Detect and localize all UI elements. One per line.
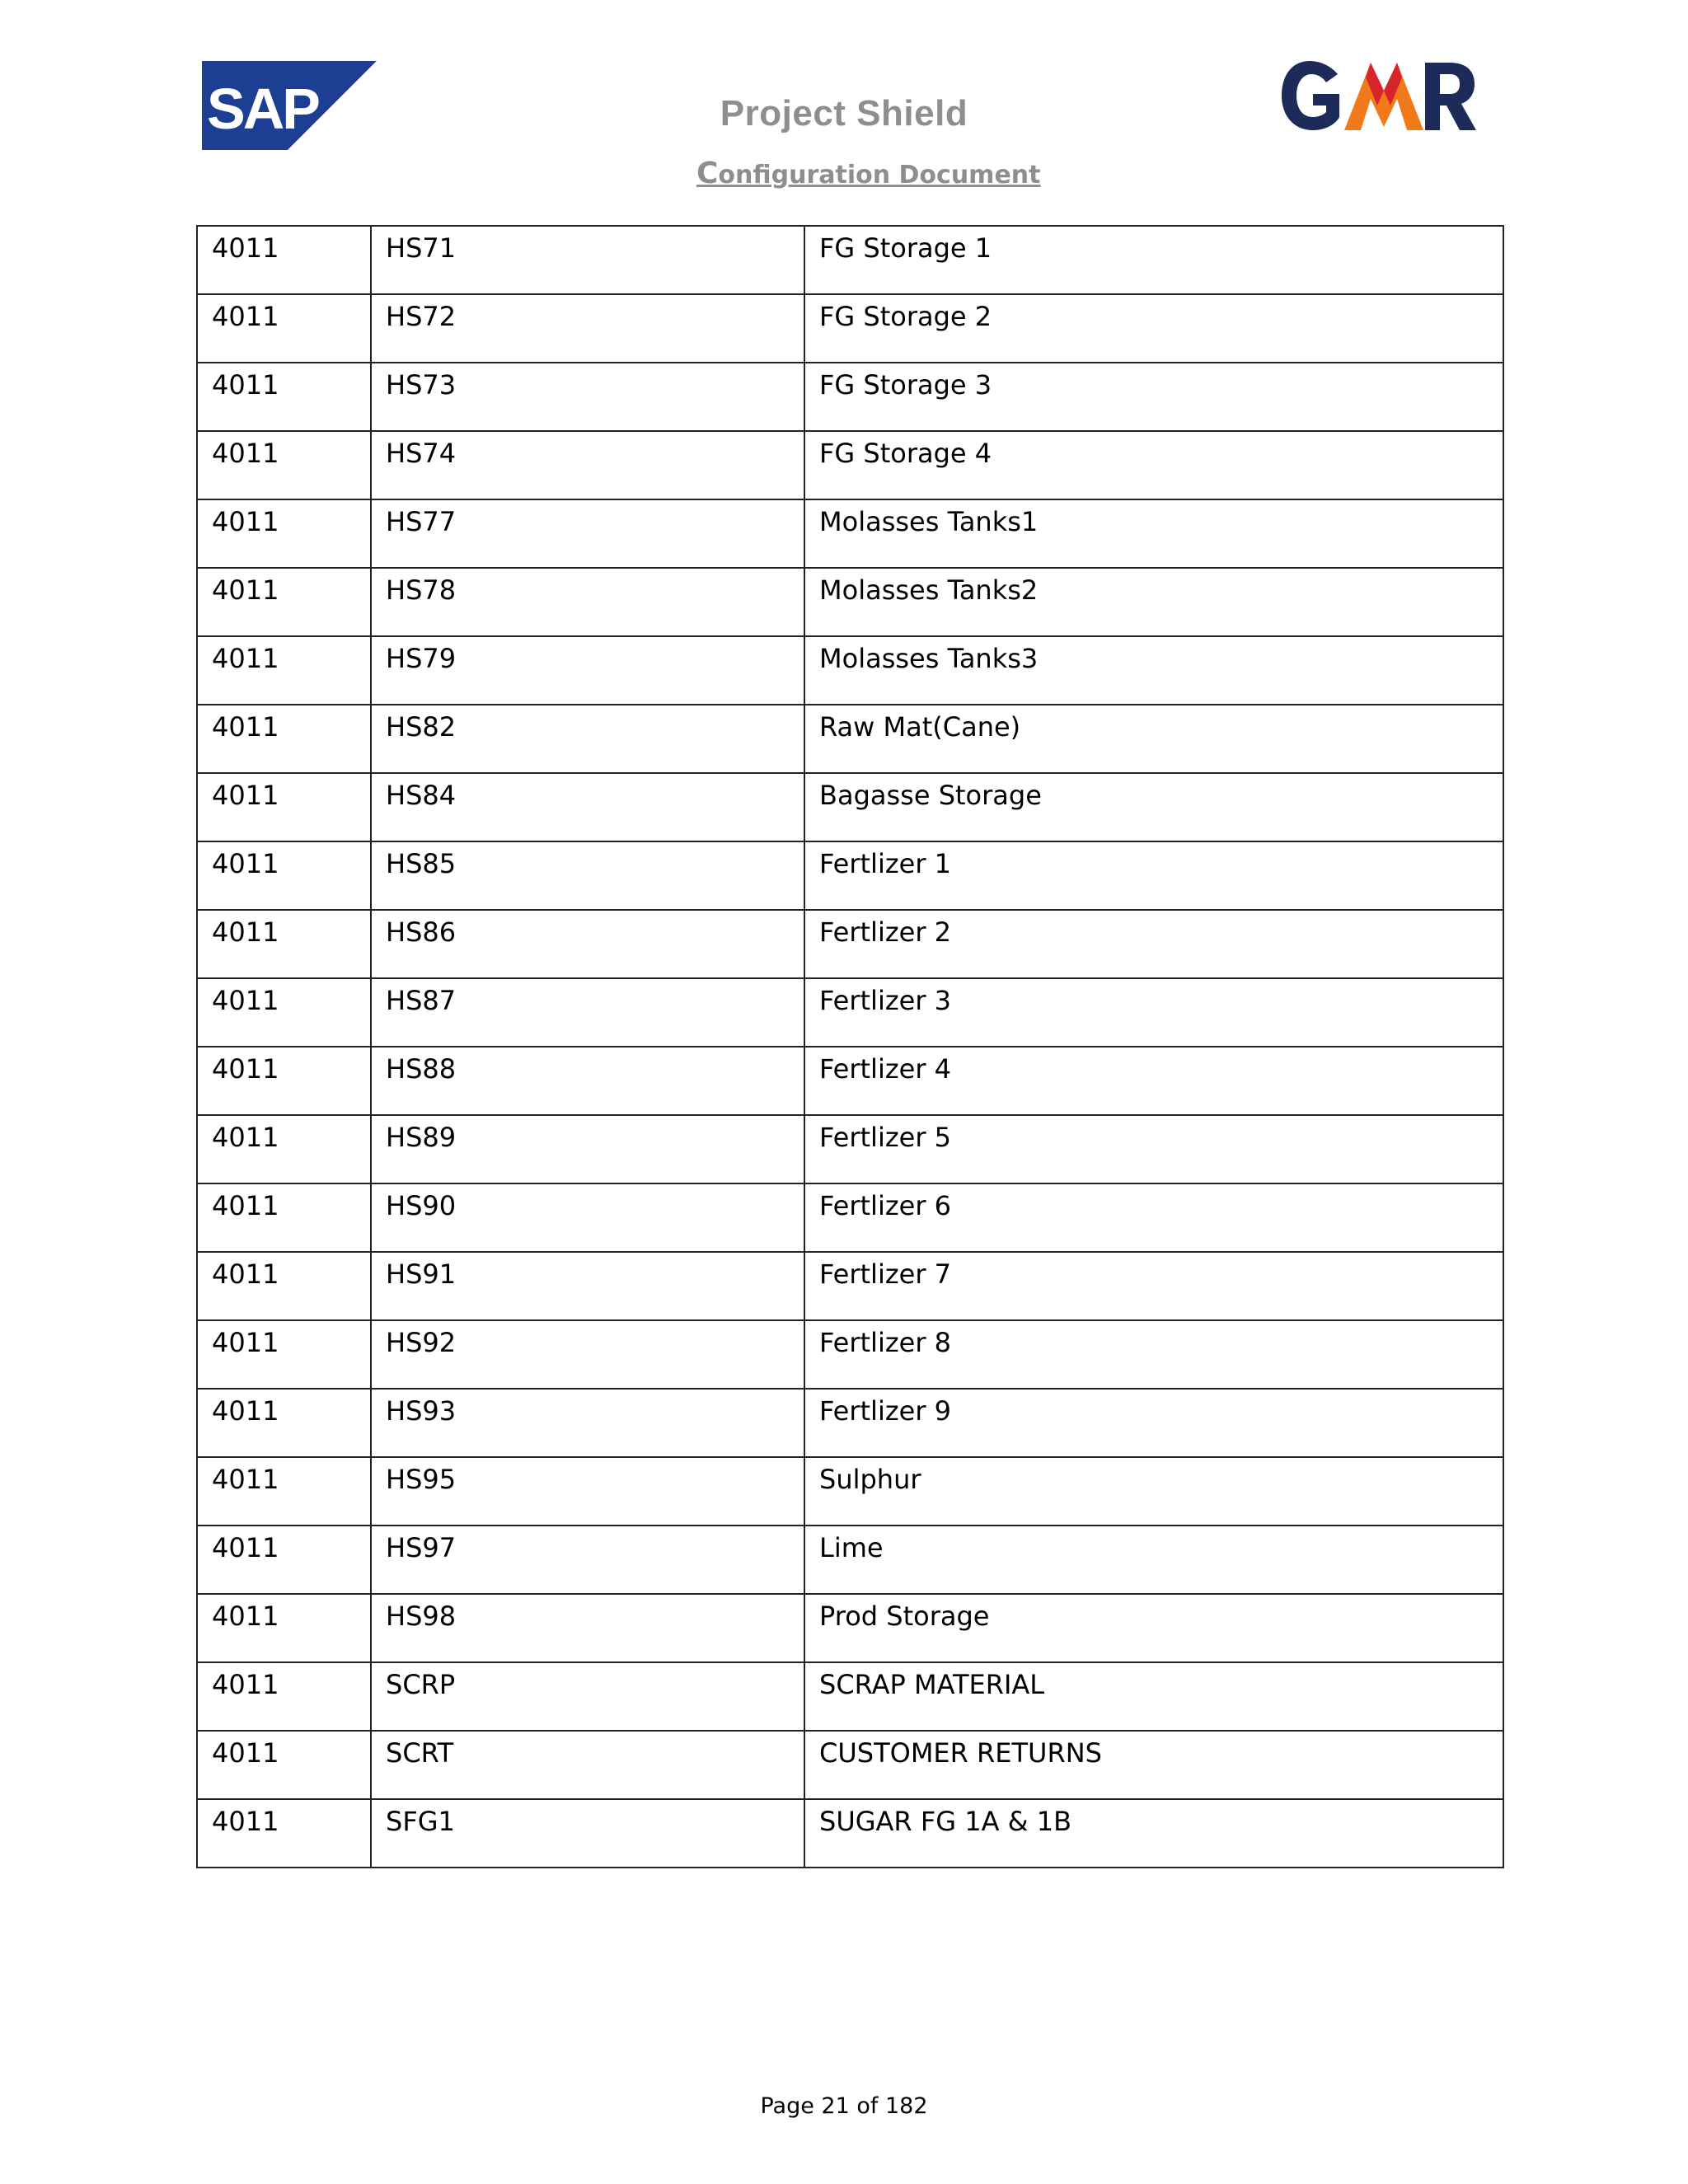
plant-cell: 4011 [197,841,371,910]
plant-cell: 4011 [197,636,371,705]
description-cell: Molasses Tanks3 [804,636,1503,705]
svg-text:SAP: SAP [207,77,318,141]
description-cell: Lime [804,1526,1503,1594]
plant-cell: 4011 [197,1526,371,1594]
plant-cell: 4011 [197,1662,371,1731]
storage-location-cell: HS95 [371,1457,804,1526]
page-subtitle [696,157,1041,190]
plant-cell: 4011 [197,226,371,294]
description-cell: Molasses Tanks2 [804,568,1503,636]
storage-location-cell: HS90 [371,1183,804,1252]
description-cell: CUSTOMER RETURNS [804,1731,1503,1799]
storage-location-cell: HS79 [371,636,804,705]
storage-location-cell: HS87 [371,978,804,1047]
storage-location-cell: HS85 [371,841,804,910]
subtitle-initial: C [696,157,719,190]
table-row [197,910,1503,978]
storage-location-cell: SCRP [371,1662,804,1731]
table-body [197,226,1503,1868]
description-cell: FG Storage 2 [804,294,1503,363]
storage-location-cell: HS93 [371,1389,804,1457]
description-cell: Raw Mat(Cane) [804,705,1503,773]
storage-location-cell: SFG1 [371,1799,804,1868]
subtitle-rest: onfiguration Document [718,161,1041,190]
plant-cell: 4011 [197,1252,371,1320]
description-cell: FG Storage 1 [804,226,1503,294]
table-row [197,1526,1503,1594]
storage-location-cell: HS72 [371,294,804,363]
plant-cell: 4011 [197,431,371,499]
table-row [197,1183,1503,1252]
description-cell: Fertlizer 4 [804,1047,1503,1115]
storage-location-cell: HS88 [371,1047,804,1115]
plant-cell: 4011 [197,705,371,773]
plant-cell: 4011 [197,1457,371,1526]
description-cell: Fertlizer 6 [804,1183,1503,1252]
table-row [197,568,1503,636]
plant-cell: 4011 [197,1115,371,1183]
storage-location-cell: HS82 [371,705,804,773]
gmr-logo [1280,58,1478,134]
plant-cell: 4011 [197,1047,371,1115]
plant-cell: 4011 [197,1183,371,1252]
plant-cell: 4011 [197,910,371,978]
table-row [197,1389,1503,1457]
description-cell: Fertlizer 8 [804,1320,1503,1389]
storage-location-cell: HS74 [371,431,804,499]
table-row [197,1799,1503,1868]
storage-location-cell: HS89 [371,1115,804,1183]
page-title: Project Shield [720,93,968,134]
table-row [197,499,1503,568]
table-row [197,1320,1503,1389]
description-cell: FG Storage 3 [804,363,1503,431]
description-cell: Fertlizer 7 [804,1252,1503,1320]
table-row [197,978,1503,1047]
table-row [197,294,1503,363]
description-cell: Bagasse Storage [804,773,1503,841]
description-cell: SUGAR FG 1A & 1B [804,1799,1503,1868]
storage-location-table [196,225,1504,1868]
plant-cell: 4011 [197,499,371,568]
table-row [197,363,1503,431]
plant-cell: 4011 [197,1594,371,1662]
storage-location-cell: HS84 [371,773,804,841]
table-row [197,1662,1503,1731]
description-cell: Sulphur [804,1457,1503,1526]
description-cell: Prod Storage [804,1594,1503,1662]
table-row [197,636,1503,705]
storage-location-cell: HS98 [371,1594,804,1662]
description-cell: Fertlizer 9 [804,1389,1503,1457]
table-row [197,1731,1503,1799]
table-row [197,841,1503,910]
plant-cell: 4011 [197,1799,371,1868]
plant-cell: 4011 [197,363,371,431]
table-row [197,1047,1503,1115]
storage-location-cell: HS91 [371,1252,804,1320]
table-row [197,226,1503,294]
storage-location-cell: HS92 [371,1320,804,1389]
table-row [197,1457,1503,1526]
storage-location-cell: SCRT [371,1731,804,1799]
plant-cell: 4011 [197,294,371,363]
storage-location-cell: HS77 [371,499,804,568]
storage-location-cell: HS73 [371,363,804,431]
plant-cell: 4011 [197,1389,371,1457]
description-cell: Fertlizer 2 [804,910,1503,978]
description-cell: FG Storage 4 [804,431,1503,499]
plant-cell: 4011 [197,568,371,636]
table-row [197,1252,1503,1320]
page-number: Page 21 of 182 [760,2093,928,2119]
table-row [197,1115,1503,1183]
table-row [197,1594,1503,1662]
plant-cell: 4011 [197,1731,371,1799]
table-row [197,705,1503,773]
plant-cell: 4011 [197,978,371,1047]
storage-location-cell: HS97 [371,1526,804,1594]
description-cell: Fertlizer 1 [804,841,1503,910]
storage-location-cell: HS78 [371,568,804,636]
table-row [197,431,1503,499]
description-cell: SCRAP MATERIAL [804,1662,1503,1731]
description-cell: Molasses Tanks1 [804,499,1503,568]
plant-cell: 4011 [197,773,371,841]
storage-location-cell: HS71 [371,226,804,294]
storage-location-cell: HS86 [371,910,804,978]
description-cell: Fertlizer 5 [804,1115,1503,1183]
plant-cell: 4011 [197,1320,371,1389]
table-row [197,773,1503,841]
description-cell: Fertlizer 3 [804,978,1503,1047]
